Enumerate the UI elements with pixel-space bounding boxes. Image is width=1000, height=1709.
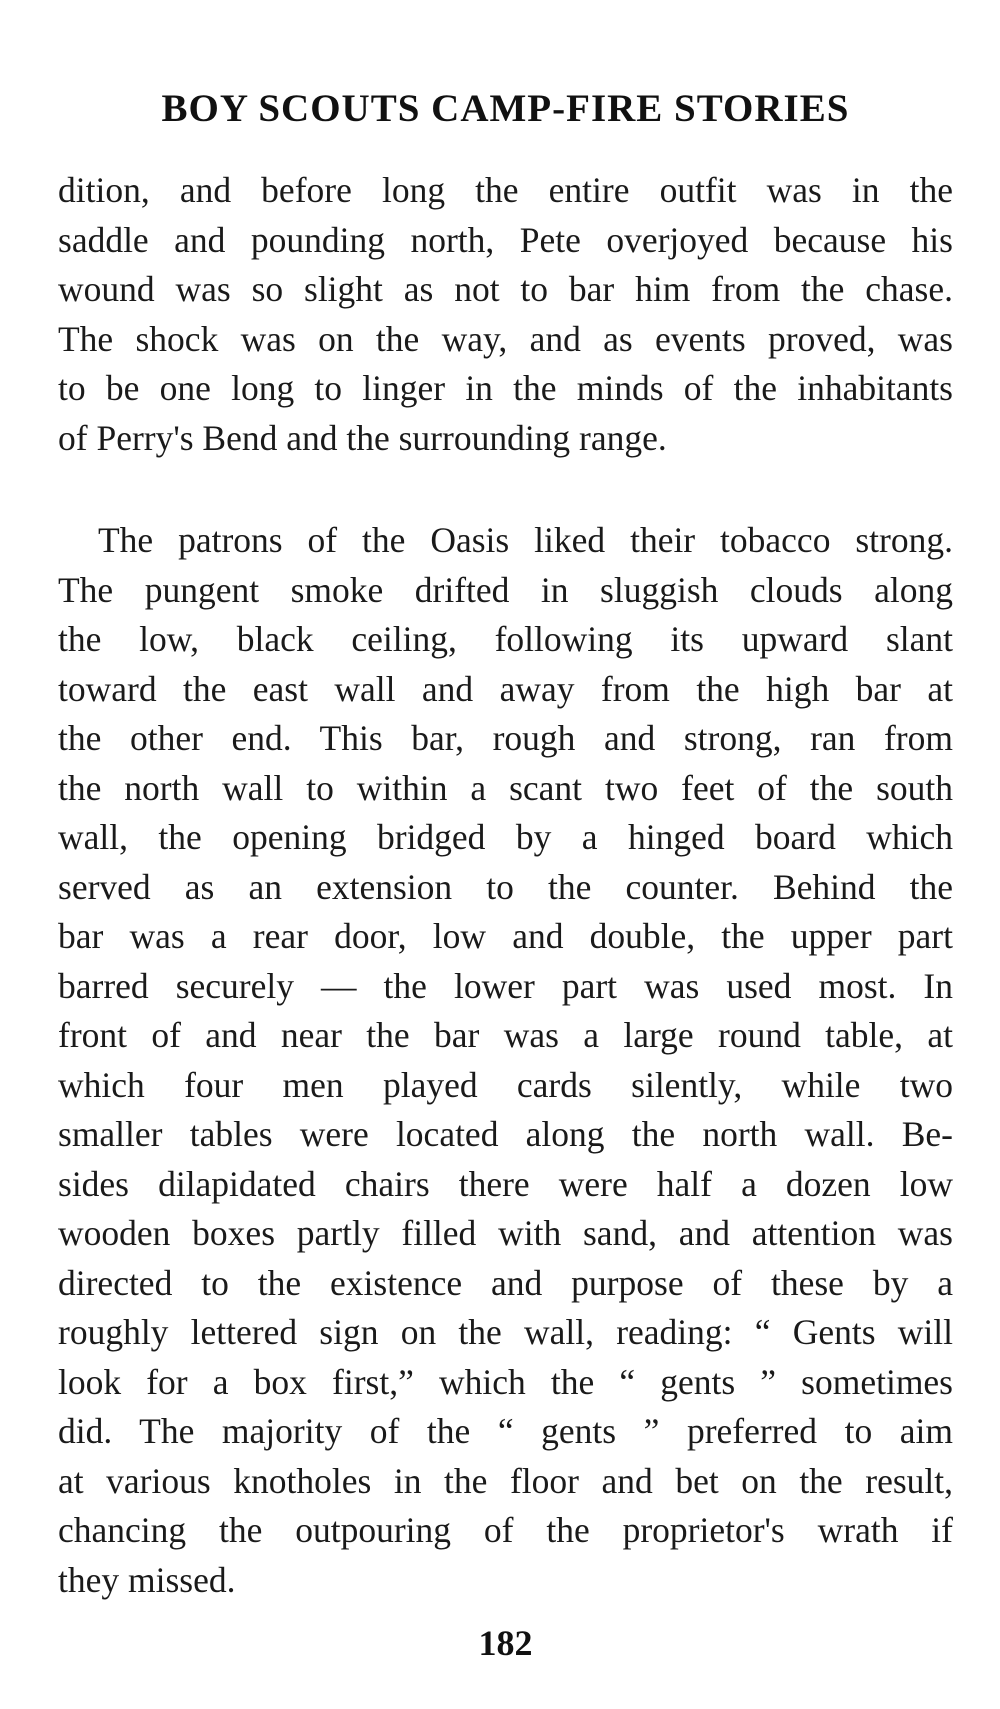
text-line: the low, black ceiling, following its upward slant [58, 619, 953, 659]
text-line: chancing the outpouring of the proprietor's wrath if [58, 1510, 953, 1550]
text-line: at various knotholes in the floor and bet on the result, [58, 1460, 953, 1501]
text-line: toward the east wall and away from the high bar at [58, 668, 953, 709]
text-line: The patrons of the Oasis liked their tobacco strong. [98, 520, 953, 560]
text-line: did. The majority of the “ gents ” preferred to aim [58, 1411, 953, 1451]
text-line: sides dilapidated chairs there were half a dozen low [58, 1163, 953, 1204]
book-page [58, 0, 953, 1709]
text-line: which four men played cards silently, while two [58, 1064, 953, 1105]
text-line: saddle and pounding north, Pete overjoyed because his [58, 219, 953, 260]
text-line: the north wall to within a scant two feet of the south [58, 767, 953, 808]
running-title: BOY SCOUTS CAMP-FIRE STORIES [161, 87, 850, 130]
text-line: wound was so slight as not to bar him from the chase. [58, 269, 953, 309]
text-line: to be one long to linger in the minds of the inhabitants [58, 368, 953, 408]
text-line: smaller tables were located along the north wall. Be- [58, 1114, 953, 1154]
text-line: the other end. This bar, rough and strong, ran from [58, 718, 953, 758]
text-line: look for a box first,” which the “ gents ” sometimes [58, 1361, 953, 1402]
text-line: front of and near the bar was a large round table, at [58, 1015, 953, 1055]
text-line: they missed. [58, 1559, 236, 1600]
text-line: served as an extension to the counter. Behind the [58, 866, 953, 907]
text-line: roughly lettered sign on the wall, reading: “ Gents will [58, 1312, 953, 1352]
text-line: directed to the existence and purpose of these by a [58, 1262, 953, 1303]
paragraph-continuation [58, 166, 953, 463]
text-line: wall, the opening bridged by a hinged board which [58, 817, 953, 857]
paragraph-oasis [58, 516, 953, 1605]
text-line: The shock was on the way, and as events proved, was [58, 318, 953, 359]
text-line: bar was a rear door, low and double, the upper part [58, 916, 953, 956]
text-line: wooden boxes partly filled with sand, and attention was [58, 1213, 953, 1253]
page-number: 182 [478, 1623, 533, 1663]
text-line: The pungent smoke drifted in sluggish clouds along [58, 569, 953, 610]
text-line: barred securely — the lower part was used most. In [58, 965, 953, 1006]
text-line: dition, and before long the entire outfit was in the [58, 170, 953, 210]
text-line: of Perry's Bend and the surrounding range. [58, 417, 667, 458]
